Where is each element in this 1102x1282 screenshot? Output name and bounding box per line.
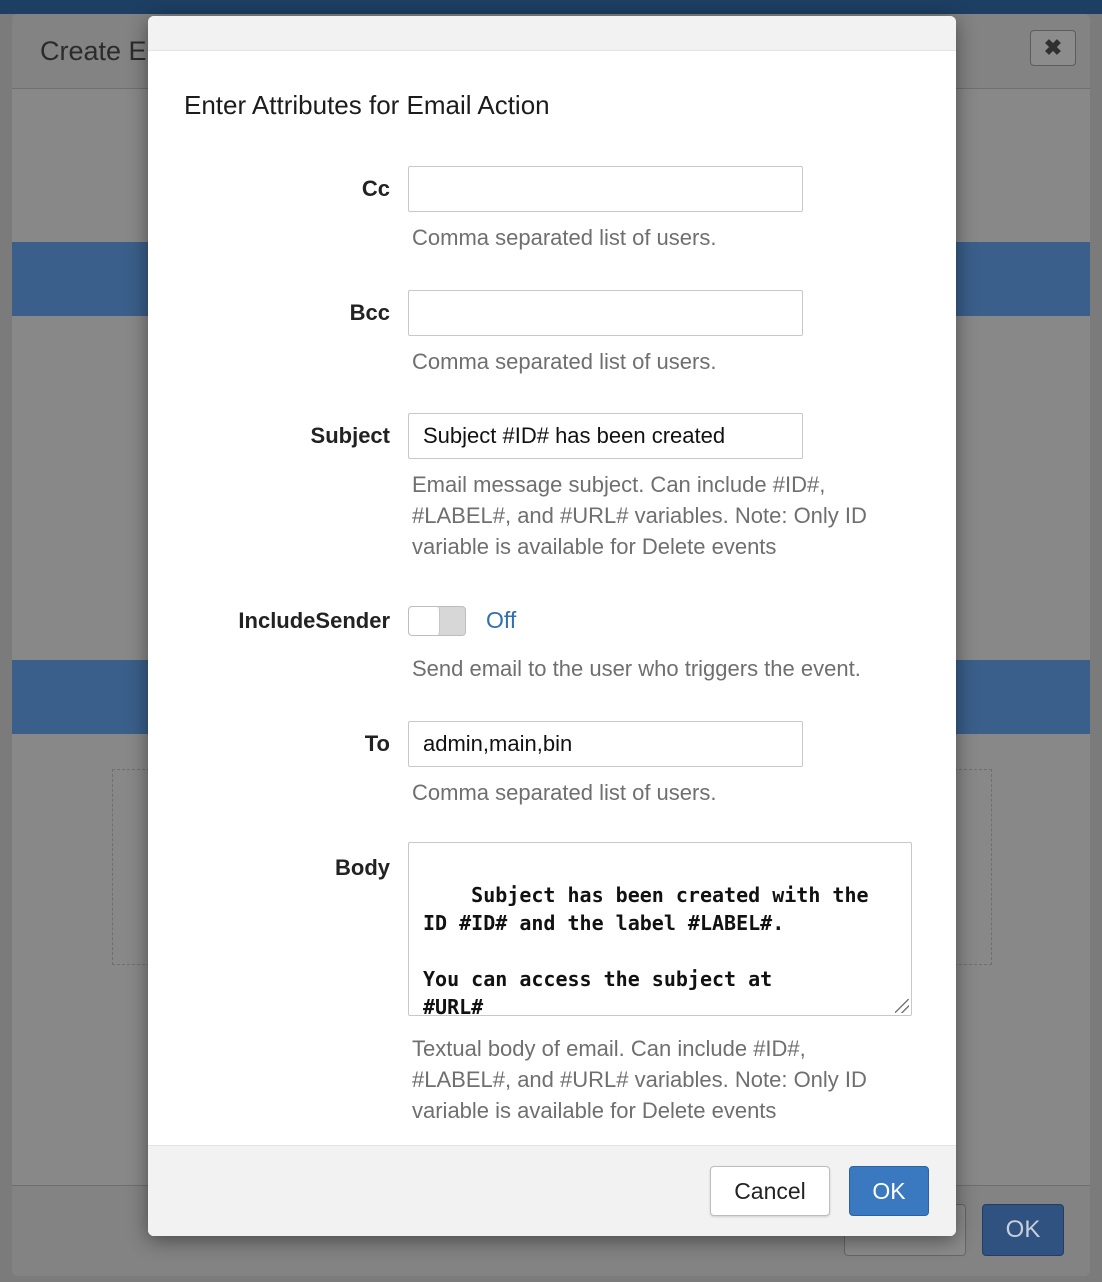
include-sender-help: Send email to the user who triggers the event.: [412, 656, 861, 681]
include-sender-state: Off: [486, 607, 517, 633]
cc-input[interactable]: [408, 166, 803, 212]
subject-label: Subject: [310, 423, 390, 448]
subject-input[interactable]: [408, 413, 803, 459]
include-sender-toggle[interactable]: [408, 606, 466, 636]
background-ok-button[interactable]: OK: [982, 1204, 1064, 1256]
body-textarea[interactable]: [408, 842, 912, 1019]
modal-title: Enter Attributes for Email Action: [184, 90, 550, 120]
to-label: To: [364, 731, 390, 756]
body-label: Body: [335, 855, 390, 880]
body-help: Textual body of email. Can include #ID#, #LABEL#, and #URL# variables. Note: Only ID variable is available for Delete events: [412, 1036, 867, 1123]
background-close-button[interactable]: ✖: [1030, 30, 1076, 66]
bcc-input[interactable]: [408, 290, 803, 336]
ok-button[interactable]: OK: [849, 1166, 929, 1216]
subject-help: Email message subject. Can include #ID#, #LABEL#, and #URL# variables. Note: Only ID variable is available for Delete events: [412, 472, 867, 559]
modal-footer: [148, 1145, 956, 1236]
cc-help: Comma separated list of users.: [412, 225, 717, 250]
include-sender-label: IncludeSender: [238, 608, 390, 633]
app-top-bar: [0, 0, 1102, 14]
to-help: Comma separated list of users.: [412, 780, 717, 805]
to-input[interactable]: [408, 721, 803, 767]
cancel-button[interactable]: Cancel: [710, 1166, 830, 1216]
modal-header: [148, 16, 956, 51]
cc-label: Cc: [361, 176, 390, 201]
email-action-modal: [148, 16, 956, 1236]
body-text: Subject has been created with the ID #ID# and the label #LABEL#. You can access the subject at #URL#: [423, 883, 869, 1019]
bcc-help: Comma separated list of users.: [412, 349, 717, 374]
background-dialog-title: Create E: [40, 36, 147, 66]
resize-handle-icon[interactable]: [895, 999, 909, 1013]
bcc-label: Bcc: [349, 300, 390, 325]
toggle-knob: [409, 607, 440, 635]
